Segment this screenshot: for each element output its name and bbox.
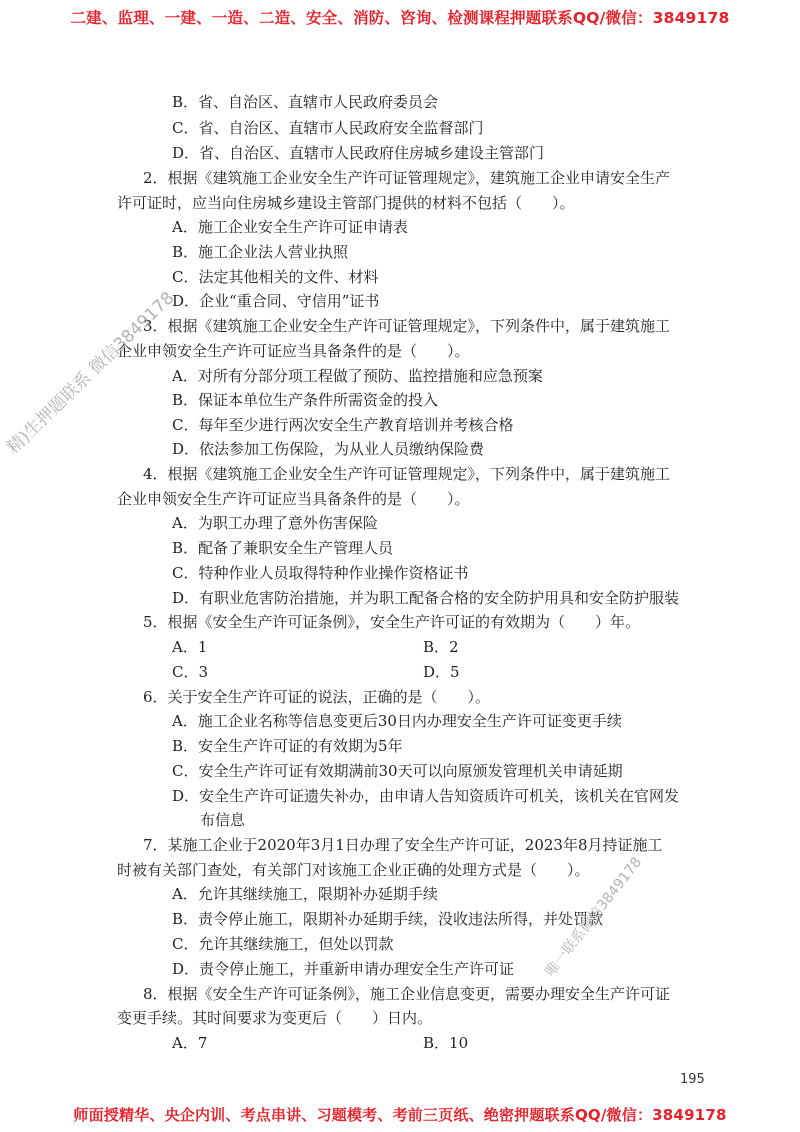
option-line: A．1 (172, 638, 208, 656)
question-line: 企业申领安全生产许可证应当具备条件的是（ ）。 (117, 342, 470, 360)
option-line: C．每年至少进行两次安全生产教育培训并考核合格 (172, 416, 514, 434)
page-number: 195 (680, 1072, 705, 1087)
question-line: 3．根据《建筑施工企业安全生产许可证管理规定》，下列条件中，属于建筑施工 (143, 317, 671, 335)
option-line: B．2 (423, 638, 459, 656)
question-line: 6．关于安全生产许可证的说法，正确的是（ ）。 (143, 688, 491, 706)
option-line: C．安全生产许可证有效期满前30天可以向原颁发管理机关申请延期 (172, 762, 623, 780)
option-line: C．特种作业人员取得特种作业操作资格证书 (172, 564, 469, 582)
watermark-left: 精)生押题联系 微信3849178 (3, 288, 179, 458)
question-line: 企业申领安全生产许可证应当具备条件的是（ ）。 (117, 490, 470, 508)
option-line: C．允许其继续施工，但处以罚款 (172, 935, 394, 953)
option-line: B．施工企业法人营业执照 (172, 243, 349, 261)
question-line: 变更手续。其时间要求为变更后（ ）日内。 (117, 1009, 433, 1027)
question-line: 时被有关部门查处，有关部门对该施工企业正确的处理方式是（ ）。 (117, 861, 590, 879)
option-line: B．保证本单位生产条件所需资金的投入 (172, 391, 439, 409)
question-line: 2．根据《建筑施工企业安全生产许可证管理规定》，建筑施工企业申请安全生产 (143, 169, 671, 187)
option-line: A．允许其继续施工，限期补办延期手续 (172, 885, 438, 903)
option-line: C．省、自治区、直辖市人民政府安全监督部门 (172, 119, 484, 137)
option-line: B．10 (423, 1034, 469, 1052)
option-line: D．企业“重合同、守信用”证书 (172, 292, 380, 310)
option-line: A．为职工办理了意外伤害保险 (172, 514, 378, 532)
option-line: A．施工企业名称等信息变更后30日内办理安全生产许可证变更手续 (172, 712, 622, 730)
option-line: B．安全生产许可证的有效期为5年 (172, 737, 403, 755)
option-line: A．对所有分部分项工程做了预防、监控措施和应急预案 (172, 367, 543, 385)
option-line: C．法定其他相关的文件、材料 (172, 268, 379, 286)
option-line: A．施工企业安全生产许可证申请表 (172, 218, 408, 236)
option-line: D．5 (423, 663, 460, 681)
option-line: D．有职业危害防治措施，并为职工配备合格的安全防护用具和安全防护服装 (172, 589, 680, 607)
option-line: D．安全生产许可证遗失补办，由申请人告知资质许可机关，该机关在官网发 (172, 787, 680, 805)
question-line: 5．根据《安全生产许可证条例》，安全生产许可证的有效期为（ ）年。 (143, 613, 641, 631)
option-line: B．配备了兼职安全生产管理人员 (172, 539, 394, 557)
option-line: D．责令停止施工，并重新申请办理安全生产许可证 (172, 960, 515, 978)
question-line: 4．根据《建筑施工企业安全生产许可证管理规定》，下列条件中，属于建筑施工 (143, 465, 671, 483)
option-line: D．省、自治区、直辖市人民政府住房城乡建设主管部门 (172, 144, 545, 162)
option-line: A．7 (172, 1034, 208, 1052)
option-line: B．省、自治区、直辖市人民政府委员会 (172, 93, 439, 111)
question-line: 许可证时，应当向住房城乡建设主管部门提供的材料不包括（ ）。 (117, 194, 575, 212)
option-line: B．责令停止施工，限期补办延期手续，没收违法所得，并处罚款 (172, 910, 604, 928)
question-line: 8．根据《安全生产许可证条例》，施工企业信息变更，需要办理安全生产许可证 (143, 985, 671, 1003)
option-line: D．依法参加工伤保险，为从业人员缴纳保险费 (172, 440, 485, 458)
footer-banner: 师面授精华、央企内训、考点串讲、习题模考、考前三页纸、绝密押题联系QQ/微信：3849178 (73, 1106, 727, 1124)
watermark-right: 唯一联系微信3849178 (542, 854, 646, 980)
question-line: 7．某施工企业于2020年3月1日办理了安全生产许可证，2023年8月持证施工 (143, 836, 663, 854)
option-line: C．3 (172, 663, 209, 681)
option-line: 布信息 (200, 811, 246, 829)
header-banner: 二建、监理、一建、一造、二造、安全、消防、咨询、检测课程押题联系QQ/微信：3849178 (70, 9, 730, 27)
